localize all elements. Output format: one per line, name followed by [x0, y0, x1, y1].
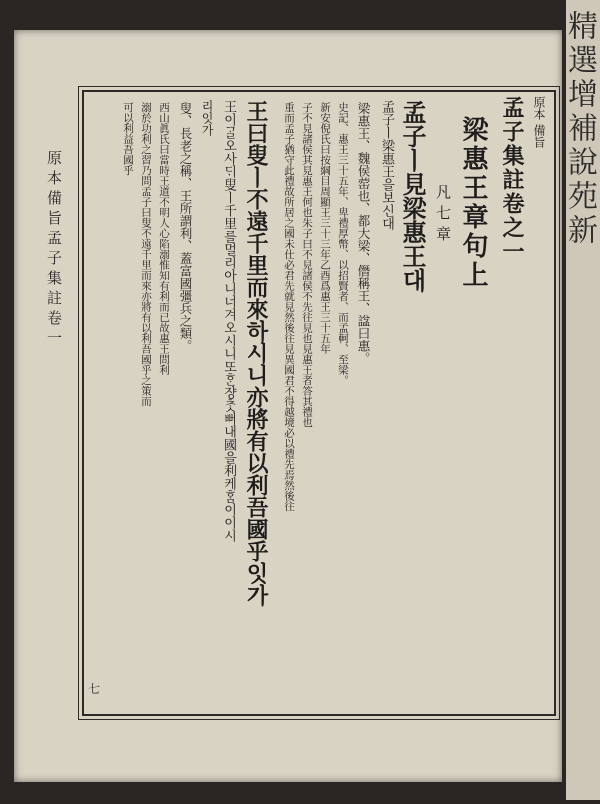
- page-number: 七: [88, 682, 101, 696]
- commentary-line: 西山眞氏曰當時王道不明人心陷溺惟知有利而已故惠王問利: [158, 102, 170, 375]
- margin-title: 原本備旨孟子集註卷一: [45, 150, 63, 350]
- commentary-line: 新安倪氏曰按綱目周顯王三十三年乙酉爲惠王三十五年: [319, 102, 331, 354]
- heading-gloss: 孟子ㅣ梁惠王을보신대: [379, 100, 394, 230]
- reading-note: 리잇가: [200, 100, 214, 136]
- korean-gloss: 王이ᄀᆞᆯ오사ᄃᆡ叟ㅣ千里를멀리아니너겨오시니또ᄒᆞᆫ쟝ᄎᆞᆺ뻐내國을利케ᄒᆞᆷ이이시: [221, 100, 236, 542]
- commentary-line: 溺於功利之習乃問孟子曰叟不遠千里而來亦將有以利吾國乎之策而: [140, 102, 152, 407]
- volume-title: 孟子集註卷之一: [499, 96, 525, 264]
- commentary-line: 史記、惠王三十五年、卑禮厚幣、以招賢者、而孟軻、至梁。: [337, 102, 349, 386]
- adjacent-page-text: 精選增補說苑新: [562, 10, 597, 248]
- chapter-title: 梁惠王章句上: [458, 116, 488, 290]
- commentary-line: 梁惠王、魏侯䓨也、都大梁、僭稱王、諡曰惠。: [356, 102, 371, 365]
- commentary-line: 重而孟子猶守此禮故所居之國未仕必君先就見然後往見異國君不得越境必以禮先焉然後往: [283, 102, 295, 512]
- edition-subtitle: 原本 備旨: [532, 96, 546, 148]
- commentary-line: 可以利益吾國乎: [122, 102, 134, 176]
- book-page: [14, 30, 562, 782]
- main-verse: 王曰叟ㅣ不遠千里而來하시니亦將有以利吾國乎잇가: [243, 100, 269, 606]
- text-frame: [82, 90, 556, 716]
- adjacent-page-edge: [562, 0, 600, 800]
- commentary-line: 子不見諸侯其見惠王何也朱子曰不見諸侯不先往見也見惠王者答其禮也: [301, 102, 313, 428]
- commentary-line: 叟、長老之稱、王所謂利、蓋富國彊兵之類。: [178, 102, 193, 352]
- chapter-count: 凡七章: [434, 184, 452, 247]
- passage-heading: 孟子ㅣ見梁惠王대: [398, 100, 427, 292]
